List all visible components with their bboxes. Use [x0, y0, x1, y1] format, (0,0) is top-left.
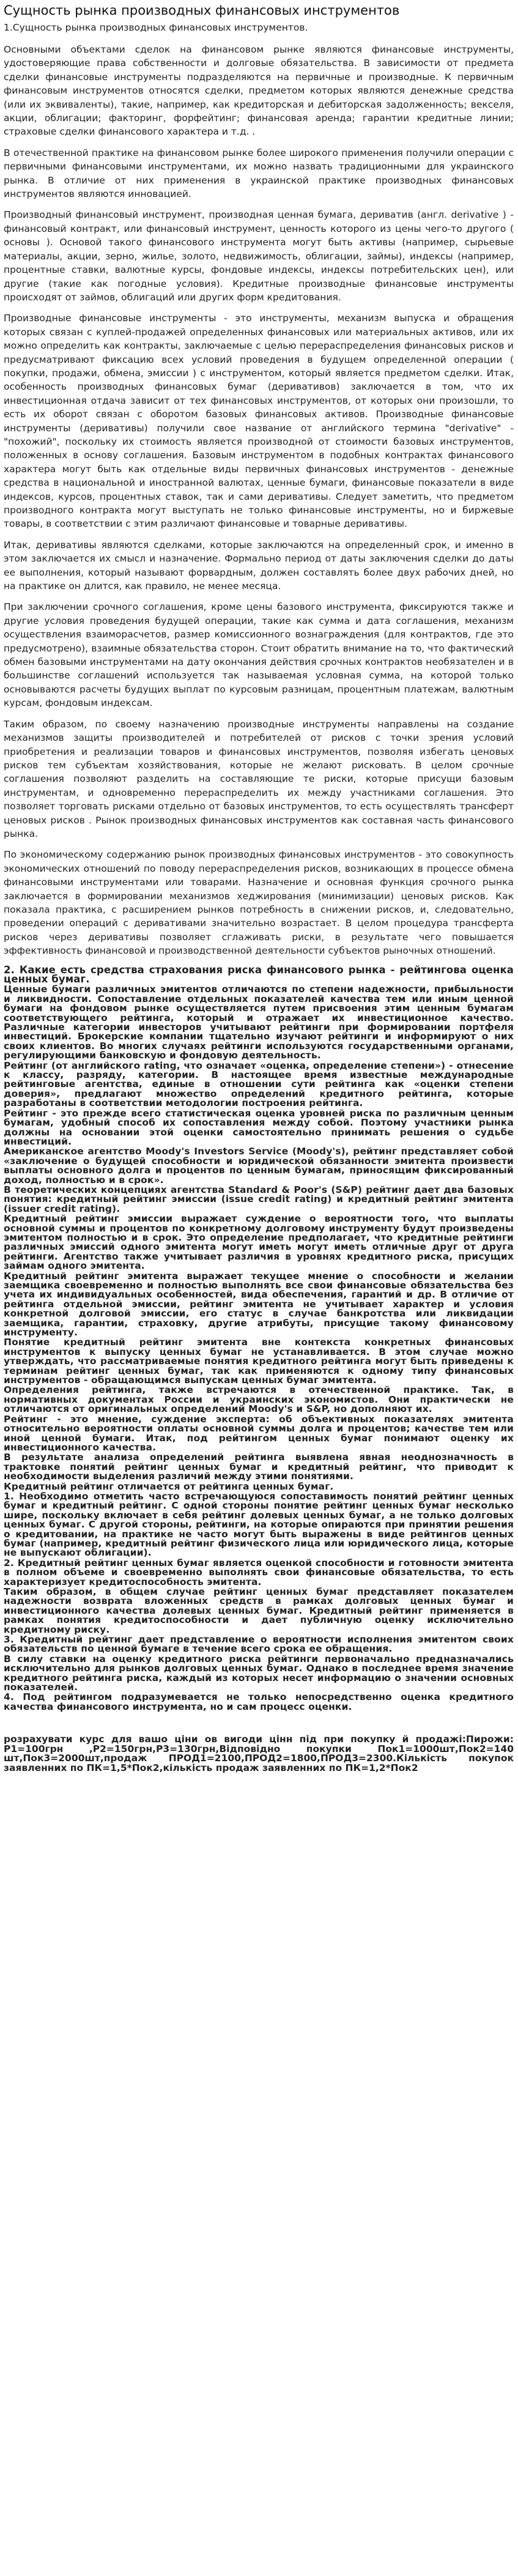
paragraph: 4. Под рейтингом подразумевается не только непосредственно оценка кредитного качества финансового инструмента, но и сам процесс оценки.	[4, 1691, 514, 1712]
paragraph: В отечественной практике на финансовом рынке более широкого применения получили операции с первичными финансовыми инструментами, их можно назвать традиционными для украинского рынка. В отличие от них применения в украинской практике производных финансовых инструментов являются инновацией.	[4, 147, 514, 200]
paragraph: Основными объектами сделок на финансовом рынке являются финансовые инструменты, удостоверяющие права собственности и долговые обязательства. В зависимости от предмета сделки финансовые инструменты подразделяются на первичные и производные. К первичным финансовым инструментов относятся сделки, предметом которых являются денежные средства (или их эквиваленты), такие, например, как кредиторская и дебиторская задолженность; векселя, акции, облигации; факторинг, форфейтинг; финансовая аренда; гарантии кредитные линии; страховые сделки финансового характера и т.д. .	[4, 44, 514, 138]
paragraph: При заключении срочного соглашения, кроме цены базового инструмента, фиксируются также и другие условия проведения будущей операции, такие как сумма и дата соглашения, механизм осуществления взаиморасчетов, размер комиссионного вознаграждения (для контрактов, где это предусмотрено), взаимные обязательства сторон. Стоит обратить внимание на то, что фактический обмен базовыми инструментами на дату окончания действия срочных контрактов необязателен и в большинстве соглашений используется так называемая условная сумма, на которой только основываются расчеты будущих выплат по курсовым разницам, процентным платежам, валютным курсам, фондовым индексам.	[4, 601, 514, 709]
paragraph: Таким образом, в общем случае рейтинг ценных бумаг представляет показателем надежности возврата вложенных средств в рамках долговых ценных бумаг и инвестиционного качества долевых ценных бумаг. Кредитный рейтинг применяется в рамках понятия кредитоспособности и дает публичную оценку исключительно кредитному риску.	[4, 1586, 514, 1635]
paragraph: 3. Кредитный рейтинг дает представление о вероятности исполнения эмитентом своих обязательств по ценной бумаге в течение всего срока ее обращения.	[4, 1634, 514, 1655]
paragraph: Итак, деривативы являются сделками, которые заключаются на определенный срок, и именно в этом заключается их смысл и назначение. Формально период от даты заключения сделки до даты ее выполнения, который называют форвардным, должен составлять более двух рабочих дней, но на практике он длится, как правило, не менее месяца.	[4, 539, 514, 592]
paragraph: В силу ставки на оценку кредитного риска рейтинги первоначально предназначались исключительно для рынков долговых ценных бумаг. Однако в последнее время значение кредитного рейтинга риска, каждый из которых несет информацию о значении основных показателей.	[4, 1653, 514, 1693]
paragraph: Таким образом, по своему назначению производные инструменты направлены на создание механизмов защиты производителей и потребителей от рисков с точки зрения условий приобретения и реализации товаров и финансовых инструментов, позволяя избегать ценовых рисков тем субъектам хозяйствования, которые не желают рисковать. В целом срочные соглашения позволяют разделить на составляющие те риски, которые присущи базовым инструментам, и одновременно перераспределить их между участниками соглашения. Это позволяет торговать рисками отдельно от базовых инструментов, то есть осуществлять трансферт ценовых рисков . Рынок производных финансовых инструментов как составная часть финансового рынка.	[4, 718, 514, 839]
section-subtitle: 1.Сущность рынка производных финансовых инструментов.	[4, 22, 308, 33]
paragraph: Производный финансовый инструмент, производная ценная бумага, дериватив (англ. derivative ) - финансовый контракт, или финансовый инструмент, ценность которого из цены чего-то другого ( основы ). Основой такого финансового инструмента могут быть активы (например, сырьевые материалы, акции, зерно, жилье, золото, недвижимость, облигации, займы), индексы (например, процентные ставки, валютные курсы, фондовые индексы, индексы потребительских цен), или другие (такие как погодные условия). Кредитные производные финансовые инструменты происходят от займов, облигаций или других форм кредитования.	[4, 209, 514, 303]
paragraph: 1. Необходимо отметить часто встречающуюся сопоставимость понятий рейтинг ценных бумаг и кредитный рейтинг. С одной стороны понятие рейтинг ценных бумаг несколько шире, поскольку включает в себя рейтинг долевых ценных бумаг, а не только долговых ценных бумаг. С другой стороны, рейтинги, на которые опираются при принятии решения о кредитовании, на практике не часто могут быть выражены в виде рейтингов ценных бумаг (например, кредитный рейтинг физического лица или юридического лица, которые не выпускают облигации).	[4, 1490, 514, 1559]
paragraph: Производные финансовые инструменты - это инструменты, механизм выпуска и обращения которых связан с куплей-продажей определенных финансовых или материальных активов, или их можно определить как контракты, заключаемые с целью перераспределения финансовых рисков и предусматривают фиксацию всех условий проведения в будущем определенной операции ( покупки, продажи, обмена, эмиссии ) с инструментом, который является предметом сделки. Итак, особенность производных финансовых бумаг (деривативов) заключается в том, что их инвестиционная отдача зависит от тех финансовых инструментов, от которых они произошли, то есть их оборот связан с оборотом базовых финансовых активов. Производные финансовые инструменты (деривативы) получили свое название от английского термина "derivative" - "похожий", поскольку их стоимость является производной от стоимости базовых инструментов, положенных в основу соглашения. Базовым инструментом в подобных контрактах финансового характера могут быть как отдельные виды первичных финансовых инструментов - денежные средства в национальной и иностранной валютах, ценные бумаги, финансовые показатели в виде индексов, курсов, процентных ставок, так и сами деривативы. Следует заметить, что предметом производного контракта могут выступать не только финансовые инструменты, но и биржевые товары, в соответствии с этим различают финансовые и товарные деривативы.	[4, 313, 514, 530]
paragraph: В теоретических концепциях агентства Standard & Poor's (S&P) рейтинг дает два базовых понятия: кредитный рейтинг эмиссии (issue credit rating) и кредитный рейтинг эмитента (issuer credit rating).	[4, 1184, 514, 1214]
paragraph: 2. Кредитный рейтинг ценных бумаг является оценкой способности и готовности эмитента в полном объеме и своевременно выполнять свои финансовые обязательства, то есть характеризует кредитоспособность эмитента.	[4, 1557, 514, 1587]
section-1-body	[4, 43, 514, 958]
paragraph: Понятие кредитный рейтинг эмитента вне контекста конкретных финансовых инструментов к выпуску ценных бумаг не устанавливается. В этом случае можно утверждать, что рассматриваемые понятия кредитного рейтинга могут быть приведены к терминам рейтинг ценных бумаг, так как применяются к одному типу финансовых инструментов - обращающимся выпускам ценных бумаг эмитента.	[4, 1337, 514, 1386]
paragraph: Рейтинг - это мнение, суждение эксперта: об объективных показателях эмитента относительно вероятности оплаты основной суммы долга и процентов; качестве тем или иной ценной бумаги. Итак, под рейтингом ценных бумаг понимают оценку их инвестиционного качества.	[4, 1413, 514, 1453]
paragraph: Кредитный рейтинг эмиссии выражает суждение о вероятности того, что выплаты основной суммы и процентов по конкретному долговому инструменту будут произведены эмитентом полностью и в срок. Это определение предполагает, что кредитные рейтинги различных эмиссий одного эмитента могут иметь могут иметь отличные друг от друга рейтинги. Агентство также учитывает различия в уровнях кредитного риска, присущих займам одного эмитента.	[4, 1213, 514, 1272]
paragraph: Ценные бумаги различных эмитентов отличаются по степени надежности, прибыльности и ликвидности. Сопоставление отдельных показателей качества тем или иным ценной бумаги на фондовом рынке осуществляется путем присвоения этим ценным бумагам соответствующего рейтинга, который и отражает их инвестиционное качество. Различные категории инвесторов учитывают рейтинги при формировании портфеля инвестиций. Брокерские компании тщательно изучают рейтинги и информируют о них своих клиентов. Во многих случаях рейтинги используются государственными органами, регулирующими банковскую и фондовую деятельность.	[4, 984, 514, 1061]
paragraph: В результате анализа определений рейтинга выявлена явная неоднозначность в трактовке понятий рейтинг ценных бумаг и кредитный рейтинг, что приводит к необходимости выделения различий между этими понятиями.	[4, 1452, 514, 1482]
paragraph: Рейтинг (от английского rating, что означает «оценка, определение степени») - отнесение к классу, разряду, категории. В настоящее время известные международные рейтинговые агентства, единые в отношении сути рейтинга как «оценки степени доверия», предлагают множество определений кредитного рейтинга, которые разработаны в соответствии методологии построения рейтинга.	[4, 1060, 514, 1109]
paragraph: Кредитный рейтинг отличается от рейтинга ценных бумаг.	[4, 1480, 334, 1492]
section-2-heading: 2. Какие есть средства страхования риска финансового рынка - рейтингова оценка ценных бумаг.	[4, 963, 514, 985]
task-text: розрахувати курс для вашо ціни ов вигоди цінн під при покупку й продажі:Пирожи: Р1=100грн ,Р2=150грн,Р3=130грн,Відповідно покупки Пок1=1000шт,Пок2=140 шт,Пок3=2000шт,продаж ПРОД1=2100,ПРОД2=1800,ПРОД3=2300.Кількість покупок заявленних по ПК=1,5*Пок2,кількість продаж заявленних по ПК=1,2*Пок2	[4, 1734, 514, 1773]
paragraph: Кредитный рейтинг эмитента выражает текущее мнение о способности и желании заемщика своевременно и полностью выполнять все свои финансовые обязательства без учета их индивидуальных особенностей, вида обеспечения, гарантий и др. В отличие от рейтинга отдельной эмиссии, рейтинг эмитента не учитывает характер и условия конкретной долговой эмиссии, его статус в случае банкротства или ликвидации заемщика, гарантии, страховку, другие атрибуты, присущие такому финансовому инструменту.	[4, 1270, 514, 1338]
paragraph: Американское агентство Moody's Investors Service (Moody's), рейтинг представляет собой «заключение о будущей способности и юридической обязанности эмитента произвести выплаты основного долга и процентов по ценным бумагам, приносящим фиксированный доход, полностью и в срок».	[4, 1146, 514, 1186]
page-title: Сущность рынка производных финансовых инструментов	[4, 3, 400, 18]
paragraph: По экономическому содержанию рынок производных финансовых инструментов - это совокупность экономических отношений по поводу перераспределения рисков, возникающих в процессе обмена финансовыми инструментами или товарами. Назначение и основная функция срочного рынка заключается в формировании механизмов хеджирования (минимизации) ценовых рисков. Как показала практика, с расширением рынков потребность в снижении рисков, и, следовательно, проведении операций с деривативами значительно возрастает. В целом процедура трансферта рисков через деривативы позволяет сглаживать риски, в результате чего повышается эффективность финансовой и производственной деятельности субъектов рыночных отношений.	[4, 849, 514, 957]
paragraph: Рейтинг - это прежде всего статистическая оценка уровней риска по различным ценным бумагам, удобный способ их сопоставления между собой. Поэтому участники рынка должны на основании этой оценки самостоятельно принимать решения о судьбе инвестиций.	[4, 1107, 514, 1147]
section-2-body	[4, 965, 514, 1712]
paragraph: Определения рейтинга, также встречаются в отечественной практике. Так, в нормативных документах России и украинских экономистов. Они практически не отличаются от оригинальных определений Moody's и S&P, но дополняют их.	[4, 1384, 514, 1415]
